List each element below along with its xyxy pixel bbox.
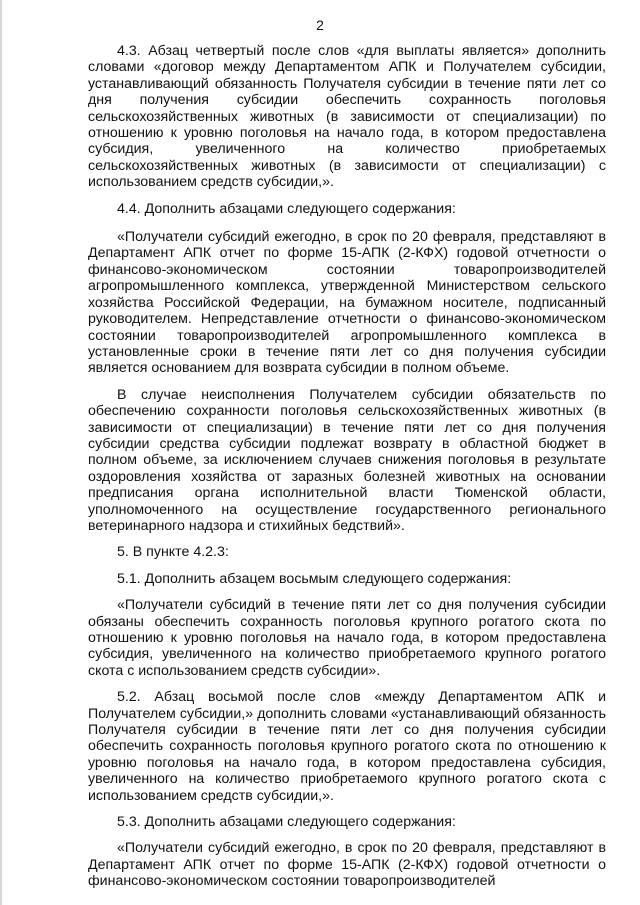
document-body (88, 43, 606, 890)
paragraph-5-3: 5.3. Дополнить абзацами следующего содержания: (117, 814, 456, 831)
paragraph-reporting-requirement: «Получатели субсидий ежегодно, в срок по 20 февраля, представляют в Департамент АПК отчет по форме 15-АПК (2-КФХ) годовой отчетности о финансово-экономическом состоянии товаропроизводителей агропромышленного комплекса, утвержденной Министерством сельского хозяйства Российской Федерации, на бумажном носителе, подписанный руководителем. Непредставление отчетности о финансово-экономическом состоянии товаропроизводителей агропромышленного комплекса в установленные сроки в течение пяти лет со дня получения субсидии является основанием для возврата субсидии в полном объеме. (88, 229, 606, 377)
paragraph-5-2: 5.2. Абзац восьмой после слов «между Департаментом АПК и Получателем субсидии,» дополнить словами «устанавливающий обязанность Получателя субсидии в течение пяти лет со дня получения субсидии обеспечить сохранность поголовья крупного рогатого скота по отношению к уровню поголовья на начало года, в котором предоставлена субсидия, увеличенного на количество приобретаемого крупного рогатого скота с использованием средств субсидии,». (88, 689, 606, 804)
paragraph-cattle-obligation: «Получатели субсидий в течение пяти лет со дня получения субсидии обязаны обеспечить сохранность поголовья крупного рогатого скота по отношению к уровню поголовья на начало года, в котором предоставлена субсидия, увеличенного на количество приобретаемого крупного рогатого скота с использованием средств субсидии». (88, 597, 606, 679)
paragraph-5-1: 5.1. Дополнить абзацем восьмым следующего содержания: (117, 570, 512, 587)
scan-edge (0, 0, 2, 905)
paragraph-reporting-requirement-continued: «Получатели субсидий ежегодно, в срок по 20 февраля, представляют в Департамент АПК отчет по форме 15-АПК (2-КФХ) годовой отчетности о финансово-экономическом состоянии товаропроизводителей (88, 840, 606, 890)
paragraph-4-4: 4.4. Дополнить абзацами следующего содержания: (117, 200, 456, 217)
page-number: 2 (316, 17, 324, 33)
paragraph-4-3: 4.3. Абзац четвертый после слов «для выплаты является» дополнить словами «договор между Департаментом АПК и Получателем субсидии, устанавливающий обязанность Получателя субсидии в течение пяти лет со дня получения субсидии обеспечить сохранность поголовья сельскохозяйственных животных (в зависимости от специализации) по отношению к уровню поголовья на начало года, в котором предоставлена субсидия, увеличенного на количество приобретаемых сельскохозяйственных животных (в зависимости от специализации) с использованием средств субсидии,». (88, 43, 606, 191)
paragraph-5: 5. В пункте 4.2.3: (117, 544, 229, 561)
paragraph-refund-condition: В случае неисполнения Получателем субсидии обязательств по обеспечению сохранности поголовья сельскохозяйственных животных (в зависимости от специализации) в течение пяти лет со дня получения субсидии средства субсидии подлежат возврату в областной бюджет в полном объеме, за исключением случаев снижения поголовья в результате оздоровления хозяйства от заразных болезней животных на основании предписания органа исполнительной власти Тюменской области, уполномоченного на осуществление государственного регионального ветеринарного надзора и стихийных бедствий». (88, 386, 606, 534)
